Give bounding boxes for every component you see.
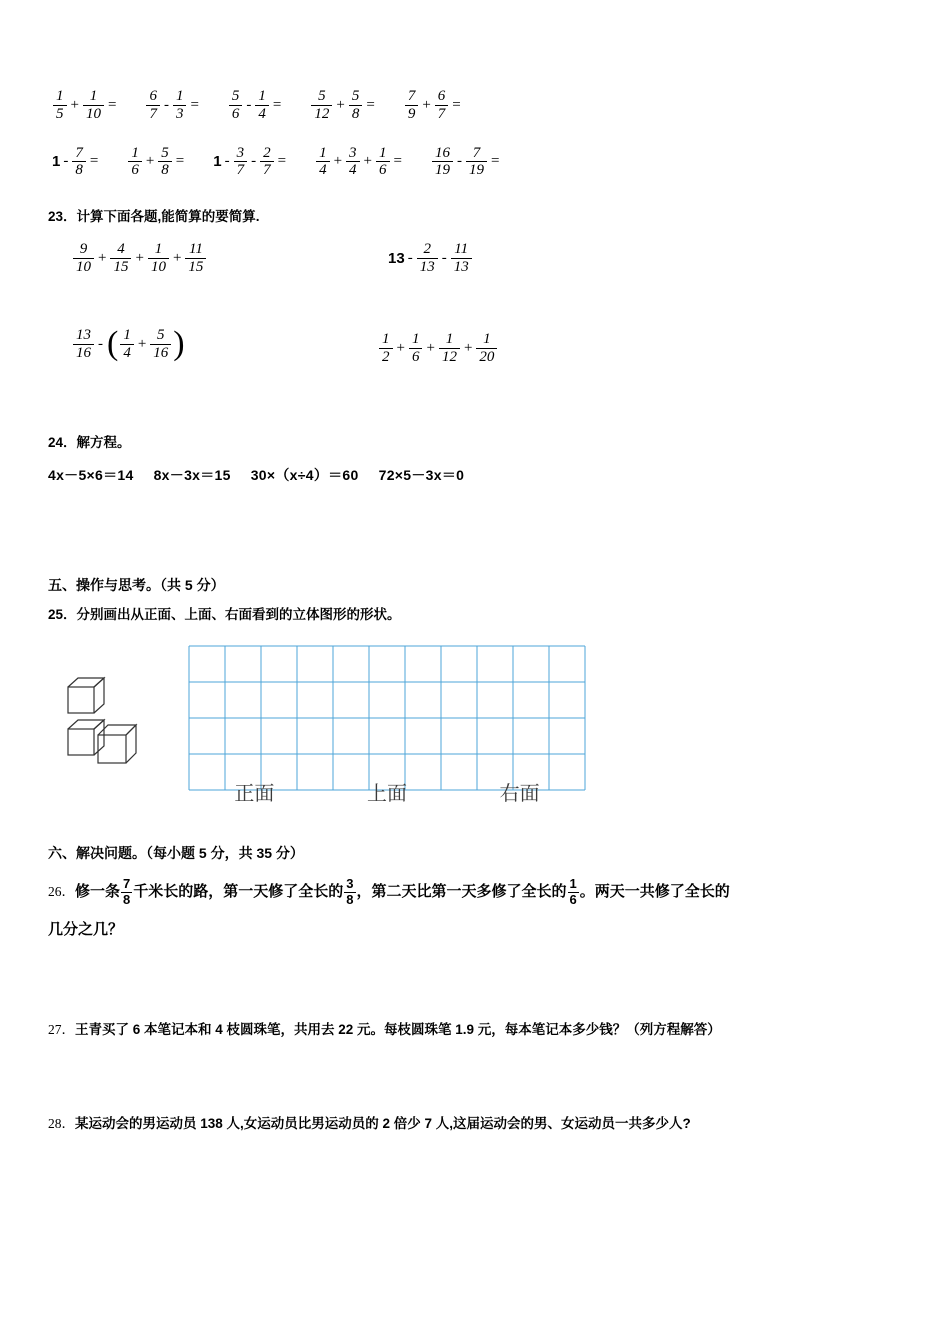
exercise-r1-denominator: 3 xyxy=(175,105,184,122)
exercise-r2-expression xyxy=(213,145,289,180)
answer-space-26 xyxy=(48,948,908,1004)
q23-a-fraction xyxy=(148,241,169,276)
exercise-r1-denominator: 8 xyxy=(351,105,360,122)
exercise-r1-operator: + xyxy=(70,96,79,113)
exercise-r1-expression xyxy=(404,88,464,123)
grid-svg xyxy=(188,645,586,791)
calc-item-d xyxy=(378,331,498,366)
exercise-r2-numerator: 5 xyxy=(158,145,172,163)
question-25-header xyxy=(48,603,908,623)
exercise-r1-denominator: 12 xyxy=(314,105,330,122)
exercise-r2-operator: + xyxy=(333,153,343,170)
exercise-r2-numerator: 7 xyxy=(466,145,487,163)
q23-c-denominator: 16 xyxy=(76,344,91,361)
exercise-r1-operator: = xyxy=(107,96,117,113)
exercise-r1-numerator: 5 xyxy=(311,88,332,106)
exercise-r2-denominator: 7 xyxy=(263,162,271,179)
calc-item-c xyxy=(72,327,186,362)
exercise-r1-numerator: 6 xyxy=(146,88,160,106)
q23-d-denominator: 20 xyxy=(479,348,495,365)
exercise-r1-operator: - xyxy=(246,96,252,113)
equation-item: 72×5－3x＝0 xyxy=(378,467,465,484)
exercise-r1-numerator: 1 xyxy=(255,88,269,106)
exercise-r1-operator: - xyxy=(163,96,169,113)
exercise-r1-denominator: 9 xyxy=(407,105,416,122)
q26-text-c: ，第二天比第一天多修了全长的 xyxy=(356,883,567,901)
exercise-r2-fraction xyxy=(234,145,248,180)
q23-c-numerator: 5 xyxy=(150,327,171,345)
exercise-r1-denominator: 7 xyxy=(149,105,157,122)
q23-a-denominator: 10 xyxy=(76,258,91,275)
question-28 xyxy=(48,1112,908,1136)
exercise-r2-denominator: 6 xyxy=(379,162,387,179)
q23-d-operator: + xyxy=(396,339,405,356)
q23-a-fraction xyxy=(73,241,94,276)
exercise-r1-denominator: 6 xyxy=(231,105,240,122)
exercise-r1-fraction xyxy=(435,88,449,123)
exercise-r2-numerator: 3 xyxy=(234,145,248,163)
q23-a-fraction xyxy=(110,241,131,276)
exercise-r1-fraction xyxy=(349,88,363,123)
exercise-r2-numerator: 1 xyxy=(128,145,142,163)
exercise-r2-operator: = xyxy=(175,153,185,170)
q23-b-whole-number: 13 xyxy=(388,249,405,267)
question-25-number: 25． xyxy=(48,607,77,623)
exercise-r2-fraction xyxy=(128,145,142,180)
exercise-r2-operator: = xyxy=(393,153,402,170)
exercise-r2-expression xyxy=(431,145,502,180)
q26-fraction-3 xyxy=(568,877,579,907)
exercise-r2-fraction xyxy=(432,145,453,180)
q23-b-numerator: 11 xyxy=(451,241,472,259)
view-drawing-grid xyxy=(188,645,586,796)
answer-space-27 xyxy=(48,1042,908,1098)
exercise-r2-whole-number: 1 xyxy=(213,153,222,171)
question-23-number: 23． xyxy=(48,209,77,225)
q23-d-denominator: 6 xyxy=(411,348,420,365)
exercise-r2-operator: + xyxy=(145,153,155,170)
question-27-number: 27． xyxy=(48,1022,75,1038)
view-label: 右面 xyxy=(499,783,540,806)
exercise-r2-numerator: 1 xyxy=(376,145,390,163)
q23-c-fraction xyxy=(73,327,94,362)
q23-d-fraction xyxy=(439,331,460,366)
q26-fraction-1 xyxy=(121,877,132,907)
question-24-title: 解方程。 xyxy=(76,435,131,451)
exercise-r1-numerator: 1 xyxy=(83,88,104,106)
exercise-r2-numerator: 16 xyxy=(432,145,453,163)
q23-d-fraction xyxy=(379,331,393,366)
question-23-body xyxy=(48,235,908,405)
exercise-r2-operator: = xyxy=(277,153,287,170)
exercise-r1-numerator: 1 xyxy=(53,88,67,106)
q23-d-denominator: 12 xyxy=(441,348,457,365)
q26-text-e: 几分之几？ xyxy=(48,920,124,938)
exercise-r1-fraction xyxy=(311,88,332,123)
q23-a-denominator: 10 xyxy=(150,258,166,275)
exercise-r1-fraction xyxy=(53,88,67,123)
section-6-heading: 六、解决问题。（每小题 5 分，共 35 分） xyxy=(48,845,304,862)
q23-b-denominator: 13 xyxy=(453,258,469,275)
exercise-r2-operator: - xyxy=(251,153,257,170)
exercise-r1-numerator: 7 xyxy=(405,88,419,106)
q23-c-fraction xyxy=(150,327,171,362)
exercise-r1-operator: = xyxy=(190,96,199,113)
question-26-number: 26． xyxy=(48,884,75,900)
answer-space-24 xyxy=(48,485,908,545)
cube-solid-icon xyxy=(54,673,164,783)
view-labels xyxy=(188,777,586,806)
q23-a-operator: + xyxy=(135,249,144,266)
exercise-r1-denominator: 7 xyxy=(437,105,446,122)
q26-frac1-den: 8 xyxy=(123,891,131,907)
q23-c-denominator: 4 xyxy=(123,344,131,361)
exercise-r2-expression xyxy=(315,145,405,180)
q26-frac3-num: 1 xyxy=(569,876,577,892)
exercise-r2-operator: + xyxy=(363,153,372,170)
q23-c-fraction xyxy=(120,327,134,362)
q23-a-fraction xyxy=(185,241,206,276)
q23-d-operator: + xyxy=(463,339,473,356)
exercise-r1-fraction xyxy=(173,88,187,123)
q23-d-numerator: 1 xyxy=(476,331,497,349)
q23-b-operator: - xyxy=(441,249,447,266)
exercise-r2-denominator: 4 xyxy=(319,162,327,179)
q26-fraction-2 xyxy=(344,877,355,907)
q23-c-paren: ) xyxy=(173,325,185,363)
view-label: 正面 xyxy=(234,783,275,806)
exercise-r2-operator: - xyxy=(456,153,462,170)
exercise-r2-whole-number: 1 xyxy=(52,153,61,171)
exercise-r1-numerator: 5 xyxy=(229,88,243,106)
q26-frac2-den: 8 xyxy=(346,891,354,907)
exercise-r2-fraction xyxy=(466,145,487,180)
question-28-text: 某运动会的男运动员 138 人,女运动员比男运动员的 2 倍少 7 人,这届运动会的男、女运动员一共多少人? xyxy=(75,1116,691,1132)
exercise-r1-operator: + xyxy=(422,96,431,113)
exercise-r2-fraction xyxy=(316,145,330,180)
exercise-r2-operator: - xyxy=(224,153,230,170)
cube-solid-figure xyxy=(54,673,164,788)
q26-frac2-num: 3 xyxy=(346,876,354,892)
exercise-r2-denominator: 7 xyxy=(236,162,245,179)
q23-d-denominator: 2 xyxy=(382,348,390,365)
question-25-figure-area xyxy=(48,637,908,827)
q23-d-fraction xyxy=(476,331,497,366)
fraction-exercise-row-1 xyxy=(48,88,908,123)
exercise-r2-operator: = xyxy=(490,153,500,170)
q23-c-paren: ( xyxy=(107,325,119,363)
q23-d-numerator: 1 xyxy=(409,331,423,349)
question-27 xyxy=(48,1018,908,1042)
q23-a-numerator: 1 xyxy=(148,241,169,259)
exercise-r2-numerator: 1 xyxy=(316,145,330,163)
exercise-r1-operator: = xyxy=(272,96,282,113)
view-label: 上面 xyxy=(366,783,407,806)
q23-b-numerator: 2 xyxy=(417,241,438,259)
exercise-r2-numerator: 3 xyxy=(346,145,360,163)
exercise-r2-operator: = xyxy=(89,153,99,170)
q23-c-operator: - xyxy=(98,335,103,352)
q23-b-operator: - xyxy=(407,249,413,266)
exercise-r2-denominator: 19 xyxy=(468,162,484,179)
q23-d-numerator: 1 xyxy=(439,331,460,349)
exercise-r2-expression xyxy=(52,145,101,180)
exercise-r2-fraction xyxy=(158,145,172,180)
exercise-r2-denominator: 19 xyxy=(434,162,450,179)
q23-a-numerator: 11 xyxy=(185,241,206,259)
exercise-r2-denominator: 4 xyxy=(349,162,357,179)
equation-item: 30×（x÷4）＝60 xyxy=(250,467,359,484)
exercise-r2-fraction xyxy=(346,145,360,180)
q23-a-operator: + xyxy=(98,249,107,266)
equation-item: 8x－3x＝15 xyxy=(153,467,231,484)
q23-b-fraction xyxy=(417,241,438,276)
exercise-r1-expression xyxy=(145,88,201,123)
exercise-r1-operator: = xyxy=(366,96,375,113)
exercise-r2-fraction xyxy=(72,145,86,180)
q23-c-operator: + xyxy=(137,335,147,352)
q26-frac3-den: 6 xyxy=(569,891,577,907)
q23-a-numerator: 4 xyxy=(110,241,131,259)
q23-c-numerator: 1 xyxy=(120,327,134,345)
exercise-r1-denominator: 4 xyxy=(258,105,266,122)
q23-a-denominator: 15 xyxy=(188,258,204,275)
q23-b-fraction xyxy=(451,241,472,276)
q23-c-denominator: 16 xyxy=(153,344,169,361)
q23-c-numerator: 13 xyxy=(73,327,94,345)
exercise-r2-denominator: 8 xyxy=(75,162,83,179)
exercise-r1-expression xyxy=(52,88,119,123)
exercise-r1-numerator: 6 xyxy=(435,88,449,106)
q23-d-numerator: 1 xyxy=(379,331,393,349)
section-5-heading: 五、操作与思考。（共 5 分） xyxy=(48,577,225,594)
q26-text-d: 。两天一共修了全长的 xyxy=(579,883,730,901)
exercise-r1-denominator: 5 xyxy=(56,105,64,122)
exercise-r1-fraction xyxy=(255,88,269,123)
exercise-r1-fraction xyxy=(83,88,104,123)
exercise-r1-fraction xyxy=(405,88,419,123)
exercise-r1-operator: + xyxy=(336,96,345,113)
question-28-number: 28． xyxy=(48,1116,75,1132)
equation-item: 4x－5×6＝14 xyxy=(48,467,134,484)
question-25-title: 分别画出从正面、上面、右面看到的立体图形的形状。 xyxy=(76,607,401,623)
question-24-number: 24． xyxy=(48,435,77,451)
q26-text-b: 千米长的路，第一天修了全长的 xyxy=(133,883,344,901)
calc-item-b xyxy=(388,241,473,276)
exercise-r2-denominator: 8 xyxy=(161,162,169,179)
question-26 xyxy=(48,873,908,948)
exercise-r2-numerator: 7 xyxy=(72,145,86,163)
exercise-r2-fraction xyxy=(260,145,274,180)
q23-a-operator: + xyxy=(172,249,182,266)
exercise-r1-denominator: 10 xyxy=(85,105,101,122)
exercise-r2-expression xyxy=(127,145,187,180)
exercise-r1-fraction xyxy=(146,88,160,123)
fraction-exercise-row-2 xyxy=(48,145,908,180)
calc-item-a xyxy=(72,241,207,276)
q23-a-denominator: 15 xyxy=(113,258,129,275)
exercise-r1-numerator: 1 xyxy=(173,88,187,106)
exercise-r1-expression xyxy=(228,88,284,123)
exercise-r1-operator: = xyxy=(452,96,461,113)
q23-a-numerator: 9 xyxy=(73,241,94,259)
worksheet-content xyxy=(48,0,908,1137)
q26-frac1-num: 7 xyxy=(123,876,131,892)
q23-b-denominator: 13 xyxy=(419,258,435,275)
question-24-header xyxy=(48,431,908,451)
exercise-r2-numerator: 2 xyxy=(260,145,274,163)
question-23-title: 计算下面各题,能简算的要简算. xyxy=(76,209,260,225)
exercise-r2-denominator: 6 xyxy=(131,162,139,179)
exercise-r2-operator: - xyxy=(63,153,69,170)
q26-text-a: 修一条 xyxy=(75,883,121,901)
question-24-equations xyxy=(48,465,908,485)
exercise-r1-numerator: 5 xyxy=(349,88,363,106)
exercise-r2-fraction xyxy=(376,145,390,180)
q23-d-fraction xyxy=(409,331,423,366)
question-27-text: 王青买了 6 本笔记本和 4 枝圆珠笔，共用去 22 元。每枝圆珠笔 1.9 元，每本笔记本多少钱？（列方程解答） xyxy=(75,1022,721,1038)
q23-d-operator: + xyxy=(426,339,435,356)
question-23-header xyxy=(48,205,908,225)
exercise-r1-fraction xyxy=(229,88,243,123)
exercise-r1-expression xyxy=(310,88,377,123)
